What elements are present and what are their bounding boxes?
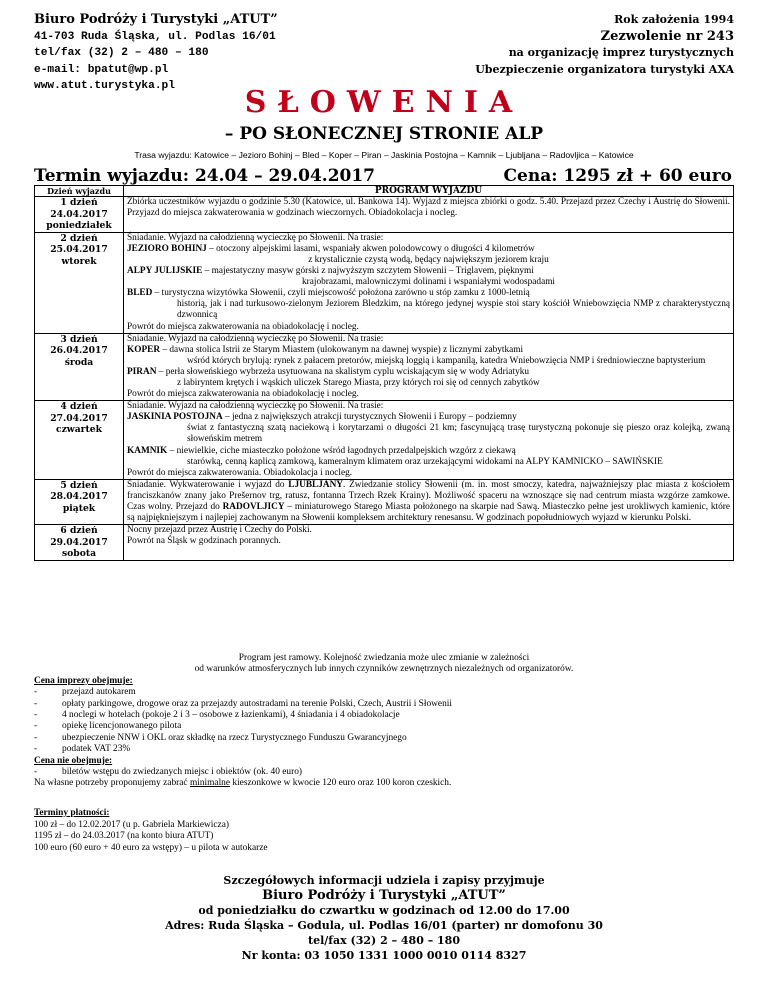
day-program xyxy=(124,197,734,233)
program-column-header: PROGRAM WYJAZDU xyxy=(124,186,734,197)
day-text: Powrót na Śląsk w godzinach porannych. xyxy=(127,536,281,547)
attraction xyxy=(127,446,730,457)
note-text: Na własne potrzeby proponujemy zabrać xyxy=(34,778,190,789)
day-label: 2 dzień xyxy=(60,232,98,244)
attraction xyxy=(127,412,730,423)
list-item: - opłaty parkingowe, drogowe oraz za przejazdy autostradami na terenie Polski, Czech, Austrii i Słowenii xyxy=(34,699,734,710)
included-list xyxy=(34,687,734,755)
day-program xyxy=(124,333,734,401)
note-text: kieszonkowe w kwocie 120 euro oraz 100 koron czeskich. xyxy=(230,778,452,789)
day-text: Powrót do miejsca zakwaterowania na obiadokolację i nocleg. xyxy=(127,389,359,400)
company-web: www.atut.turystyka.pl xyxy=(34,80,175,92)
day-cell xyxy=(35,232,124,333)
attraction-text: świat z fantastyczną szatą naciekową i korytarzami o długości 21 km; fascynującą trasę turystyczną pokonuje się pieszo oraz kolejką, zwaną słoweńskim metrem xyxy=(187,423,730,445)
permit-description: na organizację imprez turystycznych xyxy=(508,46,734,59)
contact-section xyxy=(0,873,768,963)
day-date: 25.04.2017 xyxy=(50,244,108,256)
attraction-name: KOPER xyxy=(127,344,161,355)
day-text: Nocny przejazd przez Austrię i Czechy do Polski. xyxy=(127,525,312,536)
pocket-money-note xyxy=(34,778,734,789)
day-cell xyxy=(35,333,124,401)
attraction-text: – perła słoweńskiego wybrzeża usytuowana na skalistym cyplu wciskającym się w wody Adriatyku xyxy=(156,366,530,377)
attraction xyxy=(127,244,730,255)
day-text: Zbiórka uczestników wyjazdu o godzinie 5.30 (Katowice, ul. Bankowa 14). Wyjazd z miejsca zbiórki o godz. 5.40. Przejazd przez Czechy i Austrię do Słowenii. Przyjazd do miejsca zakwaterowania w godzinach wieczornych. Obiadokolacja i nocleg. xyxy=(127,197,730,219)
day-label: 5 dzień xyxy=(60,479,98,491)
list-item: - przejazd autokarem xyxy=(34,687,734,698)
day-label: 3 dzień xyxy=(60,333,98,345)
day-text: . Zwiedzanie stolicy Słowenii (m. in. most smoczy, katedra, najważniejszy plac miasta z kościołem franciszkanów znany jako Prešernov trg, ratusz, fontanna Trzech Rzek Krainy). Możliwość spaceru na wznoszące się nad centrum miasta wzgórze zamkowe. Czas wolny. Przejazd do xyxy=(127,479,730,513)
attraction-text: – turystyczna wizytówka Słowenii, czyli miejscowość położona zarówno u stóp zamku z 1000-letnią xyxy=(152,288,530,299)
attraction xyxy=(127,367,730,378)
day-weekday: czwartek xyxy=(56,424,102,436)
day-date: 27.04.2017 xyxy=(50,412,108,424)
city-name: LJUBLJANY xyxy=(288,479,344,490)
day-weekday: poniedziałek xyxy=(46,220,112,232)
table-row xyxy=(35,525,734,561)
payment-line: 100 euro (60 euro + 40 euro za wstępy) – u pilota w autokarze xyxy=(34,842,268,853)
page-subtitle: – PO SŁONECZNEJ STRONIE ALP xyxy=(224,124,544,144)
day-weekday: wtorek xyxy=(61,255,97,267)
payment-terms xyxy=(34,808,268,854)
terms-section xyxy=(34,653,734,790)
city-name: RADOVLJICY xyxy=(222,502,285,513)
payments-title: Terminy płatności: xyxy=(34,808,110,818)
attraction-text: – dawna stolica Istrii ze Starym Miastem (ulokowanym na dawnej wyspie) z licznymi zabytkami xyxy=(160,344,524,355)
table-row xyxy=(35,232,734,333)
attraction-text: krajobrazami, malowniczymi dolinami i wspaniałymi wodospadami xyxy=(301,277,556,288)
payment-line: 100 zł – do 12.02.2017 (u p. Gabriela Markiewicza) xyxy=(34,819,229,830)
day-program xyxy=(124,479,734,524)
contact-address: Adres: Ruda Śląska – Godula, ul. Podlas 16/01 (parter) nr domofonu 30 xyxy=(165,919,603,932)
trip-route: Trasa wyjazdu: Katowice – Jezioro Bohinj – Bled – Koper – Piran – Jaskinia Postojna – Kamnik – Ljubljana – Radovljica – Katowice xyxy=(134,150,634,160)
attraction-name: ALPY JULIJSKIE xyxy=(127,266,203,277)
attraction-text: z krystalicznie czystą wodą, będący największym jeziorem kraju xyxy=(308,254,549,265)
day-program xyxy=(124,232,734,333)
table-header-row xyxy=(35,186,734,197)
company-address: 41-703 Ruda Śląska, ul. Podlas 16/01 xyxy=(34,30,276,43)
contact-phone: tel/fax (32) 2 – 480 – 180 xyxy=(308,934,460,947)
attraction xyxy=(127,345,730,356)
attraction xyxy=(127,266,730,277)
founded-year: Rok założenia 1994 xyxy=(614,13,734,26)
attraction-text: – otoczony alpejskimi lasami, wspaniały akwen polodowcowy o długości 4 kilometrów xyxy=(206,243,535,254)
attraction-text: z labiryntem krętych i wąskich uliczek Starego Miasta, przy których roi się od cennych zabytków xyxy=(177,378,540,388)
attraction-text: – niewielkie, ciche miasteczko położone wśród łagodnych przedalpejskich wzgórz z ciekawą xyxy=(167,445,516,456)
list-item: - 4 noclegi w hotelach (pokoje 2 i 3 – osobowe z łazienkami), 4 śniadania i 4 obiadokolacje xyxy=(34,710,734,721)
day-column-header: Dzień wyjazdu xyxy=(35,186,124,197)
attraction-text: – jedna z największych atrakcji turystycznych Słowenii i Europy – podziemny xyxy=(222,412,517,423)
license-header xyxy=(475,12,734,78)
attraction-name: KAMNIK xyxy=(127,445,168,456)
day-cell xyxy=(35,401,124,480)
day-cell xyxy=(35,197,124,233)
agency-header xyxy=(34,12,278,95)
program-remark: od warunków atmosferycznych lub innych czynników zewnętrznych niezależnych od organizatorów. xyxy=(194,664,574,675)
day-program xyxy=(124,401,734,480)
attraction-name: PIRAN xyxy=(127,366,157,377)
table-row xyxy=(35,197,734,233)
trip-price: Cena: 1295 zł + 60 euro xyxy=(503,166,732,186)
attraction-text: wśród których brylują: rynek z pałacem pretorów, miejską loggią i kampanilą, katedra Wniebowzięcia NMP i średniowieczne baptysterium xyxy=(187,355,706,366)
excluded-list xyxy=(34,767,734,778)
day-text: – miniaturowego Starego Miasta położonego na skarpie nad Sawą. Miasteczko pełne jest urokliwych kamienic, które są najpiękniejszym i najlepiej zachowanym na Słowenii kompleksem architektury renesansu. W godzinach popołudniowych wyjazd w kierunku Polski. xyxy=(127,502,731,524)
attraction-name: JEZIORO BOHINJ xyxy=(127,243,207,254)
table-row xyxy=(35,333,734,401)
day-label: 4 dzień xyxy=(60,401,98,413)
day-date: 24.04.2017 xyxy=(50,208,108,220)
attraction-name: JASKINIA POSTOJNA xyxy=(127,412,223,423)
day-cell xyxy=(35,525,124,561)
list-item: - podatek VAT 23% xyxy=(34,744,734,755)
attraction-text: – majestatyczny masyw górski z najwyższym szczytem Słowenii – Triglavem, pięknymi xyxy=(202,266,534,277)
payment-line: 1195 zł – do 24.03.2017 (na konto biura ATUT) xyxy=(34,831,214,842)
day-cell xyxy=(35,479,124,524)
list-item: - biletów wstępu do zwiedzanych miejsc i obiektów (ok. 40 euro) xyxy=(34,767,734,778)
list-item: - opiekę licencjonowanego pilota xyxy=(34,721,734,732)
table-row xyxy=(35,401,734,480)
day-weekday: sobota xyxy=(61,548,97,560)
program-remark: Program jest ramowy. Kolejność zwiedzania może ulec zmianie w zależności xyxy=(238,653,530,663)
list-item: - ubezpieczenie NNW i OKL oraz składkę na rzecz Turystycznego Funduszu Gwarancyjnego xyxy=(34,733,734,744)
day-text: Śniadanie. Wyjazd na całodzienną wycieczkę po Słowenii. Na trasie: xyxy=(127,333,384,344)
day-date: 28.04.2017 xyxy=(50,491,108,503)
attraction xyxy=(127,288,730,299)
day-text: Śniadanie. Wyjazd na całodzienną wycieczkę po Słowenii. Na trasie: xyxy=(127,232,384,243)
day-label: 1 dzień xyxy=(60,197,98,208)
company-name: Biuro Podróży i Turystyki „ATUT” xyxy=(34,12,278,27)
program-table xyxy=(34,185,734,561)
attraction-text: historią, jak i nad turkusowo-zielonym Jeziorem Bledzkim, na którego jedynej wyspie stoi stary kościół Wniebowzięcia NMP z charakterystyczną dzwonnicą xyxy=(177,299,730,321)
trip-dates: Termin wyjazdu: 24.04 – 29.04.2017 xyxy=(34,166,376,186)
attraction-name: BLED xyxy=(127,288,153,299)
table-row xyxy=(35,479,734,524)
insurance-info: Ubezpieczenie organizatora turystyki AXA xyxy=(475,62,734,76)
day-text: Śniadanie. Wyjazd na całodzienną wycieczkę po Słowenii. Na trasie: xyxy=(127,401,384,412)
page-title: SŁOWENIA xyxy=(244,85,524,120)
excluded-title: Cena nie obejmuje: xyxy=(34,755,113,766)
day-weekday: środa xyxy=(64,356,94,368)
day-text: Powrót do miejsca zakwaterowania. Obiadokolacja i nocleg. xyxy=(127,467,353,478)
attraction-text: starówką, cenną kaplicą zamkową, kameralnym klimatem oraz urzekającymi widokami na ALPY KAMNICKO – SAWIŃSKIE xyxy=(187,456,663,467)
contact-hours: od poniedziałku do czwartku w godzinach od 12.00 do 17.00 xyxy=(198,904,570,917)
contact-intro: Szczegółowych informacji udziela i zapisy przyjmuje xyxy=(223,874,545,887)
permit-number: Zezwolenie nr 243 xyxy=(600,28,734,44)
day-weekday: piątek xyxy=(62,503,96,515)
day-text: Śniadanie. Wykwaterowanie i wyjazd do xyxy=(127,479,289,490)
note-emphasis: minimalne xyxy=(189,778,231,789)
day-date: 26.04.2017 xyxy=(50,345,108,357)
day-text: Powrót do miejsca zakwaterowania na obiadokolację i nocleg. xyxy=(127,321,359,332)
day-program xyxy=(124,525,734,561)
company-email: e-mail: bpatut@wp.pl xyxy=(34,63,169,76)
contact-company: Biuro Podróży i Turystyki „ATUT” xyxy=(262,888,506,903)
included-title: Cena imprezy obejmuje: xyxy=(34,675,133,686)
day-date: 29.04.2017 xyxy=(50,536,108,548)
day-label: 6 dzień xyxy=(60,525,98,537)
bank-account: Nr konta: 03 1050 1331 1000 0010 0114 8327 xyxy=(241,949,527,962)
company-phone: tel/fax (32) 2 – 480 – 180 xyxy=(34,47,209,59)
